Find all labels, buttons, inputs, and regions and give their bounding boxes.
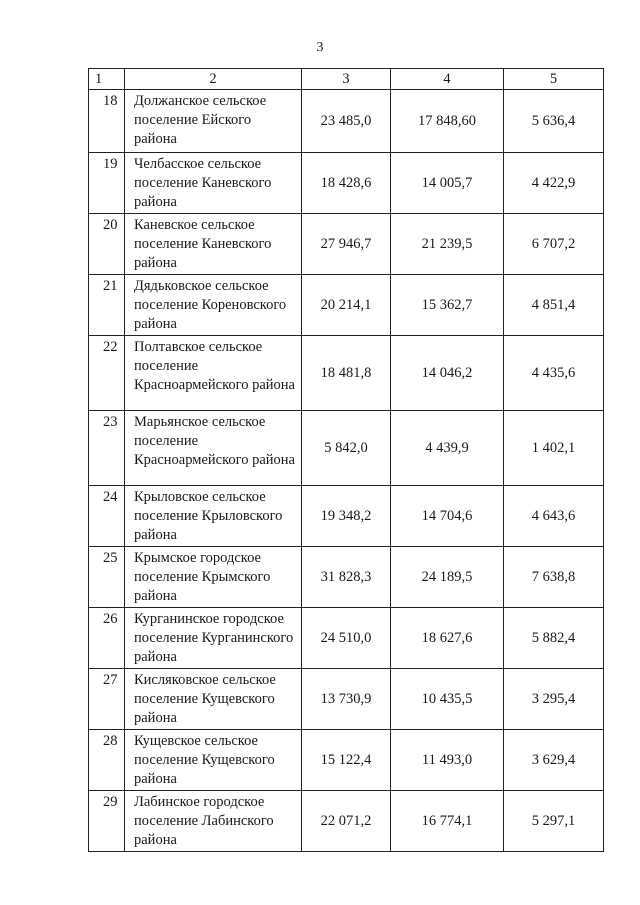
value-col5: 5 636,4: [504, 90, 604, 153]
value-col3: 13 730,9: [302, 669, 391, 730]
value-col3: 27 946,7: [302, 214, 391, 275]
value-col4: 18 627,6: [391, 608, 504, 669]
value-col3: 5 842,0: [302, 411, 391, 486]
table-row: [89, 336, 604, 411]
table-row: [89, 411, 604, 486]
value-col3: 15 122,4: [302, 730, 391, 791]
value-col3: 23 485,0: [302, 90, 391, 153]
row-number: 21: [89, 275, 125, 336]
allocation-table: [88, 68, 604, 852]
value-col4: 21 239,5: [391, 214, 504, 275]
value-col4: 10 435,5: [391, 669, 504, 730]
table-row: [89, 608, 604, 669]
value-col4: 14 704,6: [391, 486, 504, 547]
table-row: [89, 791, 604, 852]
row-number: 24: [89, 486, 125, 547]
column-header: 3: [302, 69, 391, 90]
row-number: 28: [89, 730, 125, 791]
value-col4: 24 189,5: [391, 547, 504, 608]
settlement-name: Марьянское сельское поселение Красноармейского района: [125, 411, 302, 486]
value-col5: 1 402,1: [504, 411, 604, 486]
settlement-name: Каневское сельское поселение Каневского района: [125, 214, 302, 275]
row-number: 19: [89, 153, 125, 214]
value-col3: 24 510,0: [302, 608, 391, 669]
settlement-name: Челбасское сельское поселение Каневского района: [125, 153, 302, 214]
value-col4: 14 046,2: [391, 336, 504, 411]
value-col5: 3 629,4: [504, 730, 604, 791]
table-row: [89, 669, 604, 730]
table-row: [89, 275, 604, 336]
table-row: [89, 214, 604, 275]
settlement-name: Дядьковское сельское поселение Кореновского района: [125, 275, 302, 336]
row-number: 25: [89, 547, 125, 608]
column-header: 5: [504, 69, 604, 90]
value-col5: 4 643,6: [504, 486, 604, 547]
row-number: 27: [89, 669, 125, 730]
value-col4: 15 362,7: [391, 275, 504, 336]
row-number: 23: [89, 411, 125, 486]
settlement-name: Должанское сельское поселение Ейского района: [125, 90, 302, 153]
row-number: 18: [89, 90, 125, 153]
table-row: [89, 153, 604, 214]
page-number: 3: [316, 40, 324, 55]
value-col5: 6 707,2: [504, 214, 604, 275]
settlement-name: Курганинское городское поселение Курганинского района: [125, 608, 302, 669]
value-col5: 4 435,6: [504, 336, 604, 411]
column-header: 2: [125, 69, 302, 90]
value-col5: 3 295,4: [504, 669, 604, 730]
settlement-name: Кущевское сельское поселение Кущевского района: [125, 730, 302, 791]
value-col3: 31 828,3: [302, 547, 391, 608]
value-col3: 18 481,8: [302, 336, 391, 411]
value-col4: 11 493,0: [391, 730, 504, 791]
table-row: [89, 547, 604, 608]
settlement-name: Крыловское сельское поселение Крыловского района: [125, 486, 302, 547]
value-col4: 16 774,1: [391, 791, 504, 852]
settlement-name: Полтавское сельское поселение Красноармейского района: [125, 336, 302, 411]
value-col5: 5 882,4: [504, 608, 604, 669]
value-col3: 22 071,2: [302, 791, 391, 852]
value-col5: 4 851,4: [504, 275, 604, 336]
value-col4: 17 848,60: [391, 90, 504, 153]
settlement-name: Кисляковское сельское поселение Кущевского района: [125, 669, 302, 730]
value-col5: 4 422,9: [504, 153, 604, 214]
settlement-name: Крымское городское поселение Крымского района: [125, 547, 302, 608]
row-number: 22: [89, 336, 125, 411]
value-col5: 5 297,1: [504, 791, 604, 852]
value-col5: 7 638,8: [504, 547, 604, 608]
table-row: [89, 90, 604, 153]
table-row: [89, 730, 604, 791]
row-number: 29: [89, 791, 125, 852]
value-col3: 19 348,2: [302, 486, 391, 547]
value-col3: 18 428,6: [302, 153, 391, 214]
settlement-name: Лабинское городское поселение Лабинского района: [125, 791, 302, 852]
row-number: 26: [89, 608, 125, 669]
row-number: 20: [89, 214, 125, 275]
value-col3: 20 214,1: [302, 275, 391, 336]
table-row: [89, 486, 604, 547]
value-col4: 14 005,7: [391, 153, 504, 214]
table-header-row: [89, 69, 604, 90]
value-col4: 4 439,9: [391, 411, 504, 486]
column-header: 4: [391, 69, 504, 90]
column-header: 1: [89, 69, 125, 90]
